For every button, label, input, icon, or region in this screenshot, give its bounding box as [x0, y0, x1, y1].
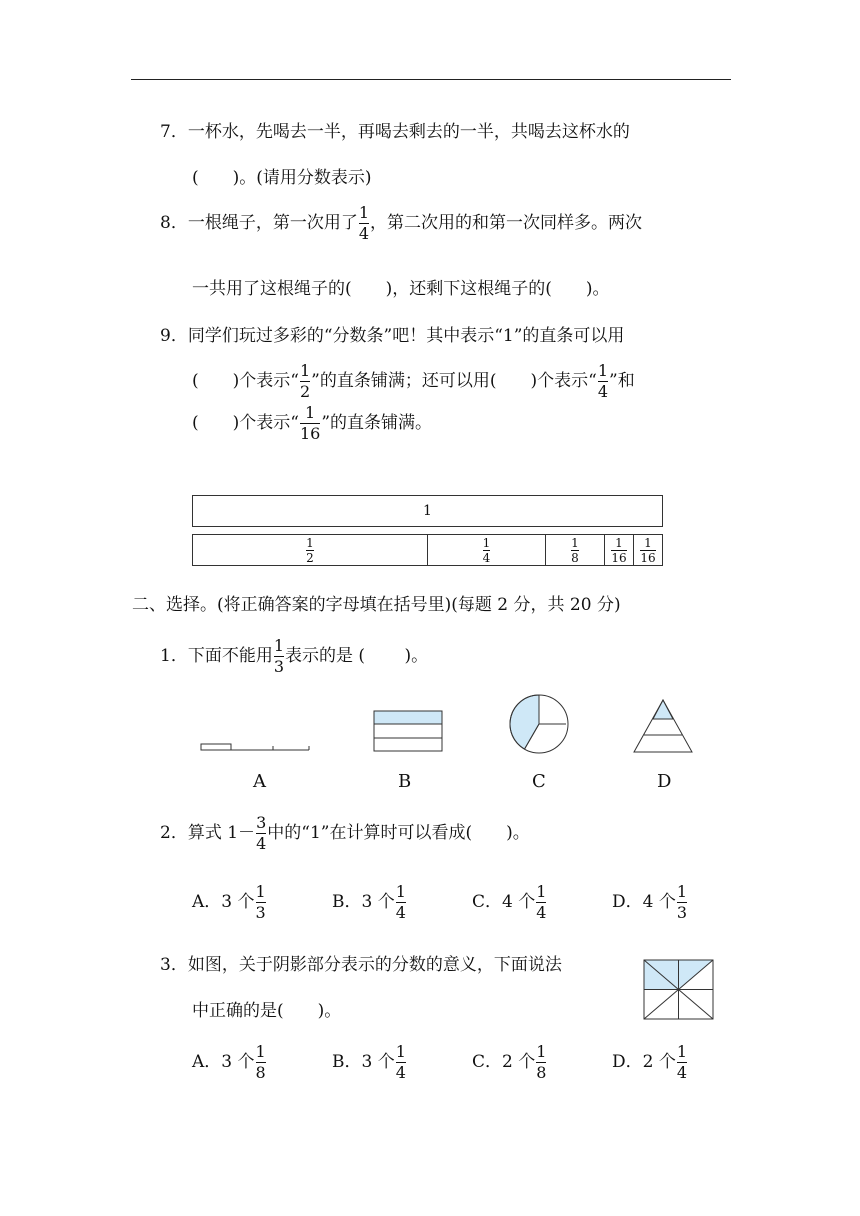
- frac-num: 1: [676, 882, 688, 901]
- q8-text-a: 一根绳子，第一次用了: [187, 213, 358, 233]
- q8-line2: 一共用了这根绳子的( )，还剩下这根绳子的( )。: [192, 279, 610, 299]
- option-prefix: A．3 个: [192, 892, 255, 912]
- option-prefix: C．2 个: [472, 1052, 536, 1072]
- frac-den: 4: [597, 382, 608, 401]
- frac-num: 1: [395, 1042, 406, 1061]
- section2-title: 二、选择。(将正确答案的字母填在括号里)(每题 2 分，共 20 分): [132, 595, 621, 615]
- frac-den: 3: [273, 657, 285, 676]
- option-prefix: D．4 个: [612, 892, 676, 912]
- figure-label-c: C: [532, 771, 546, 792]
- frac-den: 2: [306, 550, 314, 565]
- figure-b-rectangle: [373, 710, 445, 754]
- figure-c-circle: [508, 693, 570, 755]
- frac-num: 1: [255, 1042, 266, 1061]
- option-prefix: B．3 个: [332, 892, 395, 912]
- frac-num: 1: [597, 361, 608, 380]
- frac-den: 4: [536, 903, 547, 922]
- frac-num: 1: [571, 535, 579, 550]
- whole-bar: [192, 495, 663, 527]
- cell-eighth: [546, 535, 605, 565]
- q9-l3-b: ”的直条铺满。: [321, 413, 433, 433]
- c1-number: 1．: [160, 646, 188, 666]
- option-prefix: C．4 个: [472, 892, 536, 912]
- c3-number: 3．: [160, 955, 188, 975]
- frac-den: 4: [395, 1063, 406, 1082]
- c2-number: 2．: [160, 823, 188, 843]
- frac-den: 8: [571, 550, 579, 565]
- c2-line: [160, 815, 530, 852]
- option-prefix: D．2 个: [612, 1052, 676, 1072]
- frac-num: 1: [536, 1042, 547, 1061]
- c1-text-b: 表示的是 ( )。: [285, 646, 429, 666]
- c2-option-c[interactable]: [472, 884, 612, 921]
- q9-l3-a: ( )个表示“: [192, 413, 299, 433]
- fraction-bars-figure: [192, 495, 663, 566]
- frac-den: 2: [299, 382, 311, 401]
- frac-den: 8: [536, 1063, 547, 1082]
- q9-l2-c: ”和: [609, 371, 635, 391]
- c2-option-b[interactable]: [332, 884, 472, 921]
- top-rule: [131, 79, 731, 80]
- frac-den: 4: [395, 903, 406, 922]
- q8-fraction: [359, 205, 369, 242]
- q9-line1: [160, 321, 624, 346]
- q9-frac-quarter: [598, 363, 608, 400]
- figure-label-b: B: [398, 771, 412, 792]
- c1-fraction: [274, 638, 284, 675]
- cell-half: [193, 535, 428, 565]
- cell-quarter: [428, 535, 546, 565]
- c2-options: [192, 884, 752, 921]
- cell-sixteenth: [634, 535, 662, 565]
- frac-num: 1: [273, 636, 285, 655]
- frac-den: 3: [255, 903, 266, 922]
- c3-line2: 中正确的是( )。: [192, 1001, 342, 1021]
- option-prefix: A．3 个: [192, 1052, 255, 1072]
- c3-option-c[interactable]: [472, 1044, 612, 1081]
- c2-text-a: 算式 1－: [187, 823, 256, 843]
- option-prefix: B．3 个: [332, 1052, 395, 1072]
- q7-line1: [160, 117, 630, 142]
- q8-number: 8．: [160, 213, 188, 233]
- q9-text: 同学们玩过多彩的“分数条”吧！其中表示“1”的直条可以用: [187, 326, 625, 346]
- frac-num: 1: [358, 203, 370, 222]
- c1-line: [160, 638, 428, 675]
- frac-num: 1: [255, 882, 266, 901]
- frac-den: 4: [482, 550, 491, 565]
- c2-option-a[interactable]: [192, 884, 332, 921]
- frac-num: 1: [305, 403, 316, 422]
- fraction-bar-row: [192, 534, 663, 566]
- figure-a-segment: [195, 735, 315, 755]
- q9-l2-b: ”的直条铺满；还可以用( )个表示“: [311, 371, 597, 391]
- c2-option-d[interactable]: [612, 884, 752, 921]
- frac-num: 1: [306, 535, 314, 550]
- frac-den: 4: [256, 834, 267, 853]
- frac-den: 16: [640, 550, 656, 565]
- q9-number: 9．: [160, 326, 188, 346]
- frac-num: 3: [256, 813, 267, 832]
- frac-num: 1: [395, 882, 406, 901]
- frac-den: 16: [299, 424, 321, 443]
- c1-text-a: 下面不能用: [187, 646, 273, 666]
- c2-text-b: 中的“1”在计算时可以看成( )。: [267, 823, 530, 843]
- c3-option-b[interactable]: [332, 1044, 472, 1081]
- frac-den: 4: [676, 1063, 688, 1082]
- figure-label-a: A: [253, 771, 266, 792]
- figure-label-d: D: [657, 771, 672, 792]
- q9-l2-a: ( )个表示“: [192, 371, 299, 391]
- q8-text-b: ，第二次用的和第一次同样多。两次: [370, 213, 643, 233]
- frac-den: 3: [676, 903, 688, 922]
- q7-text: 一杯水，先喝去一半，再喝去剩去的一半，共喝去这杯水的: [187, 122, 630, 142]
- c3-options: [192, 1044, 752, 1081]
- cell-sixteenth: [605, 535, 634, 565]
- q9-frac-sixteenth: [300, 405, 320, 442]
- q7-line2: ( )。(请用分数表示): [192, 168, 372, 188]
- frac-num: 1: [299, 361, 311, 380]
- q7-number: 7．: [160, 122, 188, 142]
- frac-num: 1: [676, 1042, 688, 1061]
- c3-text: 如图，关于阴影部分表示的分数的意义，下面说法: [187, 955, 562, 975]
- whole-bar-label: 1: [423, 503, 432, 519]
- frac-den: 8: [255, 1063, 266, 1082]
- c2-fraction: [256, 815, 266, 852]
- q8-line1: [160, 205, 642, 242]
- c3-option-d[interactable]: [612, 1044, 752, 1081]
- c3-line1: [160, 950, 562, 975]
- q9-line2: [192, 363, 635, 400]
- frac-num: 1: [482, 535, 491, 550]
- frac-num: 1: [615, 535, 623, 550]
- frac-den: 4: [358, 224, 370, 243]
- figure-square-eighths: [643, 959, 715, 1021]
- c3-option-a[interactable]: [192, 1044, 332, 1081]
- frac-num: 1: [536, 882, 547, 901]
- frac-num: 1: [644, 535, 652, 550]
- figure-d-triangle: [632, 697, 694, 755]
- q9-frac-half: [300, 363, 310, 400]
- q9-line3: [192, 405, 432, 442]
- frac-den: 16: [611, 550, 627, 565]
